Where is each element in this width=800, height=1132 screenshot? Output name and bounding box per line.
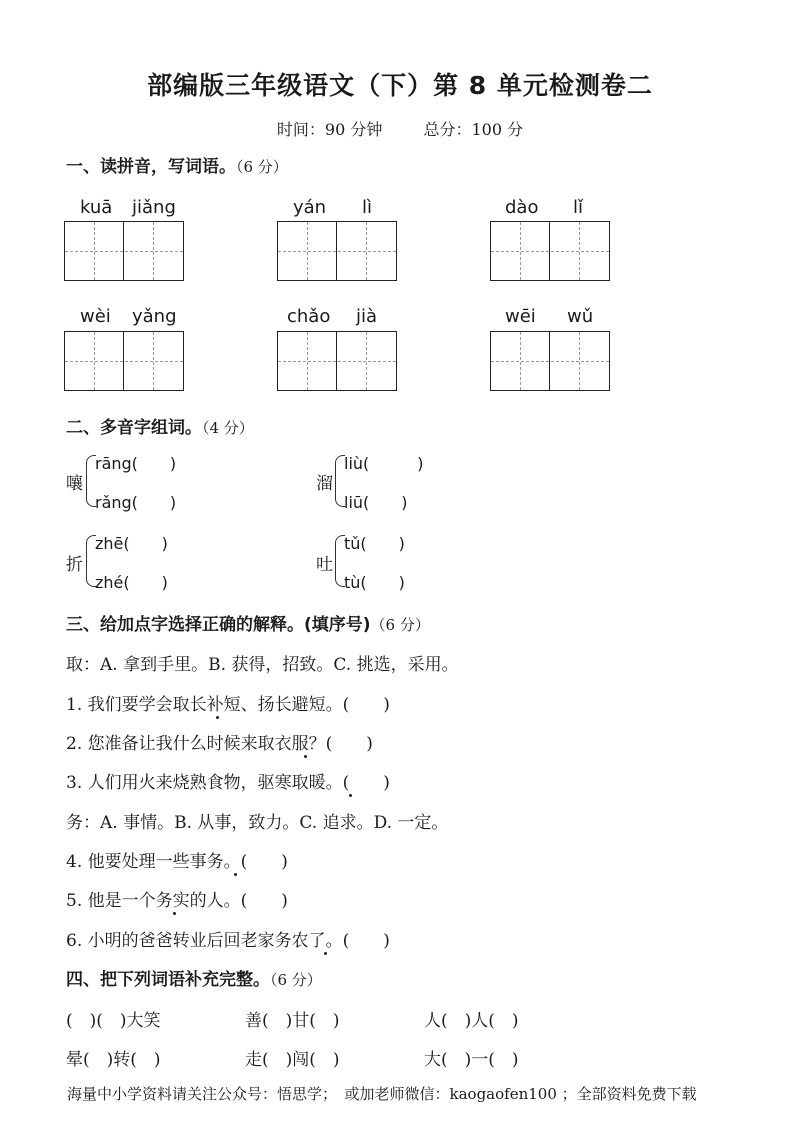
polyphone-1-reading-1[interactable]: rāng( ) xyxy=(95,454,177,473)
exam-time: 时间：90 分钟 xyxy=(276,120,383,139)
footer-note: 海量中小学资料请关注公众号：悟思学； 或加老师微信：kaogaofen100 ；全部资料免费下载 xyxy=(67,1085,697,1103)
pinyin-6b: wǔ xyxy=(567,306,594,327)
polyphone-char-1: 嚷 xyxy=(66,474,83,494)
pinyin-5b: jià xyxy=(356,306,378,327)
polyphone-char-3: 折 xyxy=(66,555,83,575)
question-4[interactable]: 4. 他要处理一些事务。( ) xyxy=(66,852,288,872)
polyphone-1-reading-2[interactable]: rǎng( ) xyxy=(95,493,177,512)
idiom-1[interactable]: ( )( )大笑 xyxy=(66,1011,161,1031)
pinyin-3b: lǐ xyxy=(573,197,584,218)
section-1-points: （6 分） xyxy=(236,158,288,176)
pinyin-4b: yǎng xyxy=(132,306,177,327)
pinyin-3a: dào xyxy=(505,197,539,218)
emphasis-dot-6 xyxy=(324,952,327,955)
pinyin-2a: yán xyxy=(293,197,327,218)
question-5[interactable]: 5. 他是一个务实的人。( ) xyxy=(66,891,288,911)
emphasis-dot-3 xyxy=(349,794,352,797)
polyphone-char-2: 溜 xyxy=(316,474,333,494)
pinyin-1b: jiǎng xyxy=(132,197,176,218)
definition-qu: 取：A. 拿到手里。B. 获得，招致。C. 挑选，采用。 xyxy=(66,655,459,675)
polyphone-char-4: 吐 xyxy=(316,555,333,575)
answer-box-6[interactable] xyxy=(490,331,610,391)
idiom-4[interactable]: 晕( )转( ) xyxy=(66,1050,161,1070)
polyphone-2-reading-1[interactable]: liù( ) xyxy=(344,454,424,473)
section-4-title: 四、把下列词语补充完整。 xyxy=(66,970,270,990)
exam-total: 总分：100 分 xyxy=(423,120,524,139)
emphasis-dot-2 xyxy=(304,755,307,758)
section-2-title: 二、多音字组词。 xyxy=(66,418,202,438)
emphasis-dot-1 xyxy=(216,716,219,719)
section-4-heading xyxy=(66,965,322,990)
section-1-heading xyxy=(66,152,288,177)
section-3-title: 三、给加点字选择正确的解释。(填序号) xyxy=(66,615,371,635)
section-3-points: （6 分） xyxy=(370,616,430,634)
definition-wu: 务：A. 事情。B. 从事，致力。C. 追求。D. 一定。 xyxy=(66,813,449,833)
question-2[interactable]: 2. 您准备让我什么时候来取衣服？( ) xyxy=(66,734,373,754)
section-3-heading xyxy=(66,610,430,635)
polyphone-3-reading-1[interactable]: zhē( ) xyxy=(95,534,168,553)
pinyin-5a: chǎo xyxy=(287,306,331,327)
idiom-6[interactable]: 大( )一( ) xyxy=(424,1050,519,1070)
polyphone-3-reading-2[interactable]: zhé( ) xyxy=(95,573,168,592)
pinyin-2b: lì xyxy=(362,197,373,218)
polyphone-2-reading-2[interactable]: liū( ) xyxy=(344,493,408,512)
idiom-3[interactable]: 人( )人( ) xyxy=(424,1011,519,1031)
section-2-points: （4 分） xyxy=(202,419,254,437)
answer-box-5[interactable] xyxy=(277,331,397,391)
answer-box-1[interactable] xyxy=(64,221,184,281)
idiom-5[interactable]: 走( )闯( ) xyxy=(245,1050,340,1070)
emphasis-dot-4 xyxy=(234,873,237,876)
section-2-heading xyxy=(66,413,254,438)
pinyin-1a: kuā xyxy=(80,197,113,218)
answer-box-3[interactable] xyxy=(490,221,610,281)
exam-meta xyxy=(0,117,800,140)
question-6[interactable]: 6. 小明的爸爸转业后回老家务农了。( ) xyxy=(66,931,390,951)
question-3[interactable]: 3. 人们用火来烧熟食物，驱寒取暖。( ) xyxy=(66,773,390,793)
pinyin-6a: wēi xyxy=(505,306,536,327)
emphasis-dot-5 xyxy=(173,912,176,915)
polyphone-4-reading-1[interactable]: tǔ( ) xyxy=(344,534,405,553)
section-1-title: 一、读拼音，写词语。 xyxy=(66,157,236,177)
question-1[interactable]: 1. 我们要学会取长补短、扬长避短。( ) xyxy=(66,695,390,715)
idiom-2[interactable]: 善( )甘( ) xyxy=(245,1011,340,1031)
pinyin-4a: wèi xyxy=(80,306,111,327)
answer-box-2[interactable] xyxy=(277,221,397,281)
answer-box-4[interactable] xyxy=(64,331,184,391)
polyphone-4-reading-2[interactable]: tù( ) xyxy=(344,573,405,592)
page-title: 部编版三年级语文（下）第 8 单元检测卷二 xyxy=(147,71,653,100)
section-4-points: （6 分） xyxy=(270,971,322,989)
